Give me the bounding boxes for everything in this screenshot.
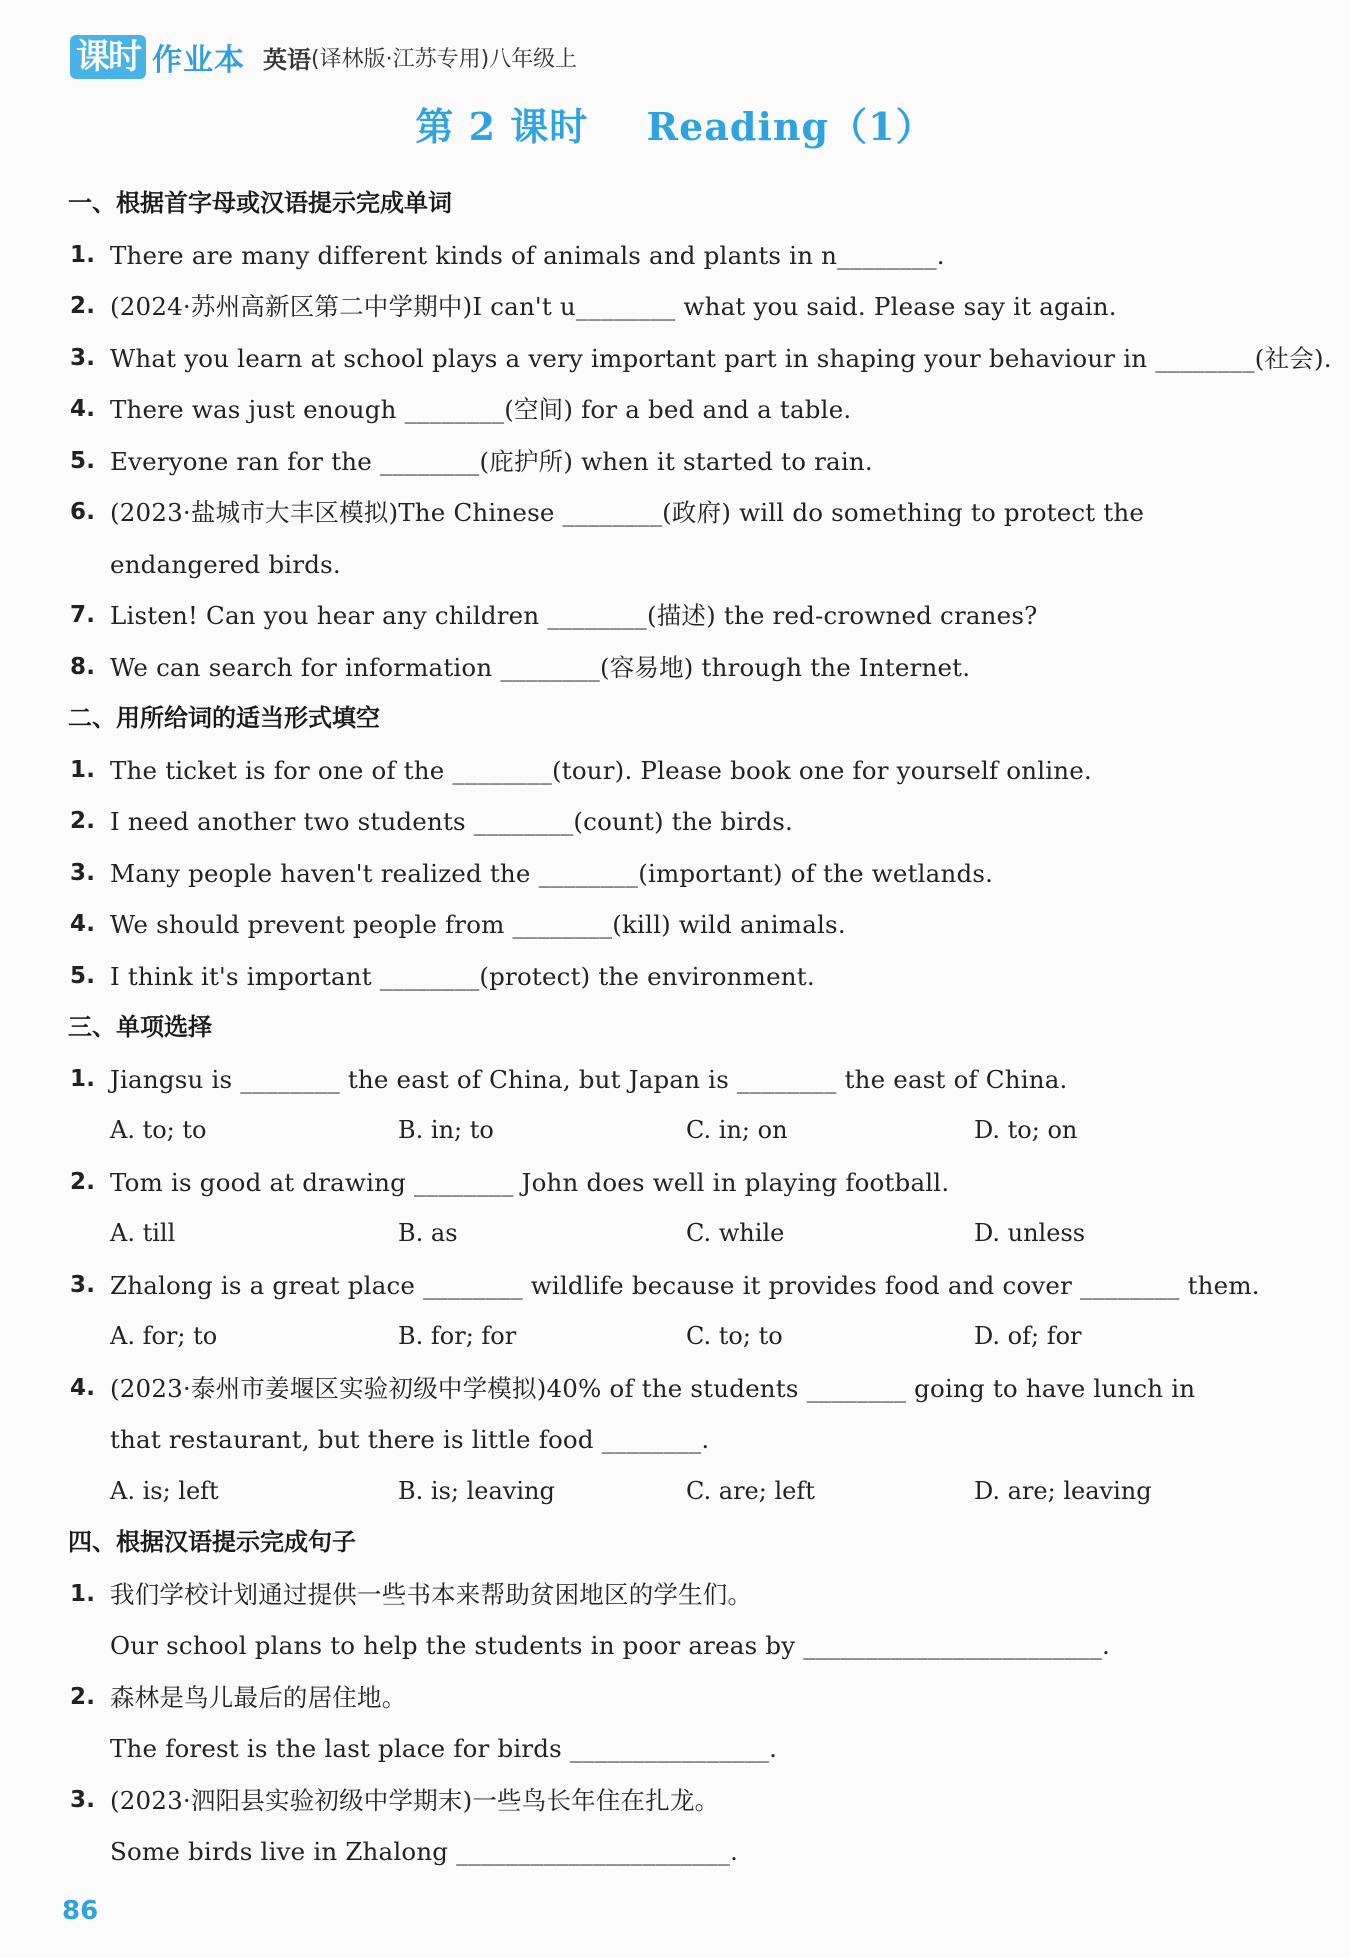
item-number: 1. (70, 756, 96, 783)
option-a[interactable]: A. to; to (110, 1116, 207, 1144)
item-number: 8. (70, 653, 96, 680)
brand-book-name: 作业本 (152, 43, 245, 78)
exercise-line (68, 436, 1278, 488)
chinese-prompt: (2023·泗阳县实验初级中学期末)一些鸟长年住在扎龙。 (110, 1785, 720, 1815)
exercise-line (68, 281, 1278, 333)
option-d[interactable]: D. to; on (974, 1116, 1078, 1144)
english-sentence: Our school plans to help the students in poor areas by ________________________. (110, 1631, 1111, 1660)
exercise-line (68, 590, 1278, 642)
item-text: There was just enough ________(空间) for a bed and a table. (110, 395, 852, 424)
item-number: 1. (70, 1065, 96, 1092)
item-number: 3. (70, 1271, 96, 1298)
english-sentence-line (68, 1826, 1278, 1878)
option-row (68, 1105, 1278, 1157)
item-text: Everyone ran for the ________(庇护所) when it started to rain. (110, 446, 873, 476)
exercise-line (68, 951, 1278, 1003)
item-number: 5. (70, 447, 96, 474)
question-line-continued (68, 1414, 1278, 1466)
item-text: (2024·苏州高新区第二中学期中)I can't u________ what you said. Please say it again. (110, 292, 1117, 321)
item-text: What you learn at school plays a very important part in shaping your behaviour in ________(社会). (110, 343, 1332, 373)
lesson-number: 第 2 课时 (415, 104, 589, 149)
exercise-line (68, 796, 1278, 848)
item-text: Jiangsu is ________ the east of China, but Japan is ________ the east of China. (110, 1064, 1068, 1094)
exercise-line (68, 333, 1332, 385)
subject-label: 英语 (263, 45, 311, 74)
english-sentence: Some birds live in Zhalong ______________________. (110, 1837, 739, 1866)
item-text: Listen! Can you hear any children ________(描述) the red-crowned cranes? (110, 601, 1038, 630)
item-number: 3. (70, 859, 96, 886)
exercise-content (68, 178, 1332, 1878)
item-text: (2023·盐城市大丰区模拟)The Chinese ________(政府) will do something to protect the (110, 498, 1145, 527)
item-text: There are many different kinds of animals and plants in n________. (110, 240, 945, 270)
option-b[interactable]: B. in; to (398, 1116, 494, 1144)
item-number: 2. (70, 293, 96, 319)
question-line (68, 1054, 1278, 1106)
item-number: 2. (70, 1683, 96, 1710)
question-line (68, 1157, 1278, 1209)
exercise-line (68, 848, 1278, 900)
option-c[interactable]: C. to; to (686, 1322, 783, 1350)
item-number: 4. (70, 911, 96, 937)
chinese-prompt-line (68, 1672, 1278, 1724)
item-text: that restaurant, but there is little food ________. (110, 1425, 710, 1454)
exercise-line (68, 642, 1278, 694)
exercise-line (68, 899, 1278, 951)
edition-label: (译林版·江苏专用)八年级上 (311, 46, 578, 72)
english-sentence-line (68, 1620, 1278, 1672)
exercise-line (68, 745, 1278, 797)
item-text: I need another two students ________(count) the birds. (110, 807, 793, 836)
option-b[interactable]: B. is; leaving (398, 1476, 555, 1505)
exercise-line-continued (68, 539, 1278, 591)
option-row (68, 1466, 1278, 1518)
item-text: Zhalong is a great place ________ wildlife because it provides food and cover ________ them. (110, 1270, 1260, 1300)
item-text: We can search for information ________(容易地) through the Internet. (110, 652, 971, 682)
chinese-prompt-line (68, 1569, 1278, 1621)
option-d[interactable]: D. unless (974, 1219, 1086, 1247)
option-a[interactable]: A. is; left (110, 1476, 219, 1505)
item-number: 6. (70, 499, 96, 525)
item-number: 4. (70, 396, 96, 422)
brand-logo: 课时 (70, 35, 146, 79)
english-sentence-line (68, 1723, 1278, 1775)
header-brand (70, 34, 577, 80)
option-b[interactable]: B. as (398, 1219, 458, 1247)
section-heading: 四、根据汉语提示完成句子 (68, 1528, 356, 1556)
option-d[interactable]: D. of; for (974, 1322, 1082, 1350)
item-number: 1. (70, 241, 96, 268)
lesson-title (0, 96, 1350, 151)
page-number: 86 (62, 1896, 99, 1926)
option-c[interactable]: C. in; on (686, 1116, 788, 1144)
chinese-prompt-line (68, 1775, 1278, 1827)
section-heading: 一、根据首字母或汉语提示完成单词 (68, 189, 452, 217)
option-row (68, 1208, 1278, 1260)
item-number: 2. (70, 808, 96, 834)
option-a[interactable]: A. till (110, 1219, 176, 1247)
chinese-prompt: 森林是鸟儿最后的居住地。 (110, 1682, 407, 1712)
item-number: 5. (70, 962, 96, 989)
item-text: Tom is good at drawing ________ John does well in playing football. (110, 1167, 950, 1197)
option-d[interactable]: D. are; leaving (974, 1476, 1152, 1505)
option-a[interactable]: A. for; to (110, 1322, 218, 1350)
item-number: 3. (70, 344, 96, 371)
item-text: I think it's important ________(protect) the environment. (110, 961, 815, 991)
item-text: We should prevent people from ________(kill) wild animals. (110, 910, 846, 939)
option-c[interactable]: C. while (686, 1219, 785, 1247)
option-row (68, 1311, 1278, 1363)
exercise-line (68, 384, 1278, 436)
question-line (68, 1363, 1278, 1415)
item-text: (2023·泰州市姜堰区实验初级中学模拟)40% of the students ________ going to have lunch in (110, 1373, 1196, 1403)
exercise-line (68, 230, 1278, 282)
section-heading: 三、单项选择 (68, 1013, 212, 1041)
item-text: The ticket is for one of the ________(tour). Please book one for yourself online. (110, 755, 1092, 785)
item-number: 2. (70, 1168, 96, 1195)
item-number: 1. (70, 1580, 96, 1607)
item-number: 4. (70, 1374, 96, 1401)
item-text: endangered birds. (110, 549, 341, 579)
question-line (68, 1260, 1278, 1312)
item-number: 7. (70, 602, 96, 628)
option-b[interactable]: B. for; for (398, 1322, 517, 1350)
chinese-prompt: 我们学校计划通过提供一些书本来帮助贫困地区的学生们。 (110, 1579, 753, 1609)
exercise-line (68, 487, 1278, 539)
item-number: 3. (70, 1786, 96, 1813)
section-heading: 二、用所给词的适当形式填空 (68, 704, 380, 732)
english-sentence: The forest is the last place for birds ________________. (110, 1734, 778, 1763)
lesson-subtitle: Reading（1） (646, 104, 935, 149)
option-c[interactable]: C. are; left (686, 1476, 815, 1505)
item-text: Many people haven't realized the ________(important) of the wetlands. (110, 858, 994, 888)
